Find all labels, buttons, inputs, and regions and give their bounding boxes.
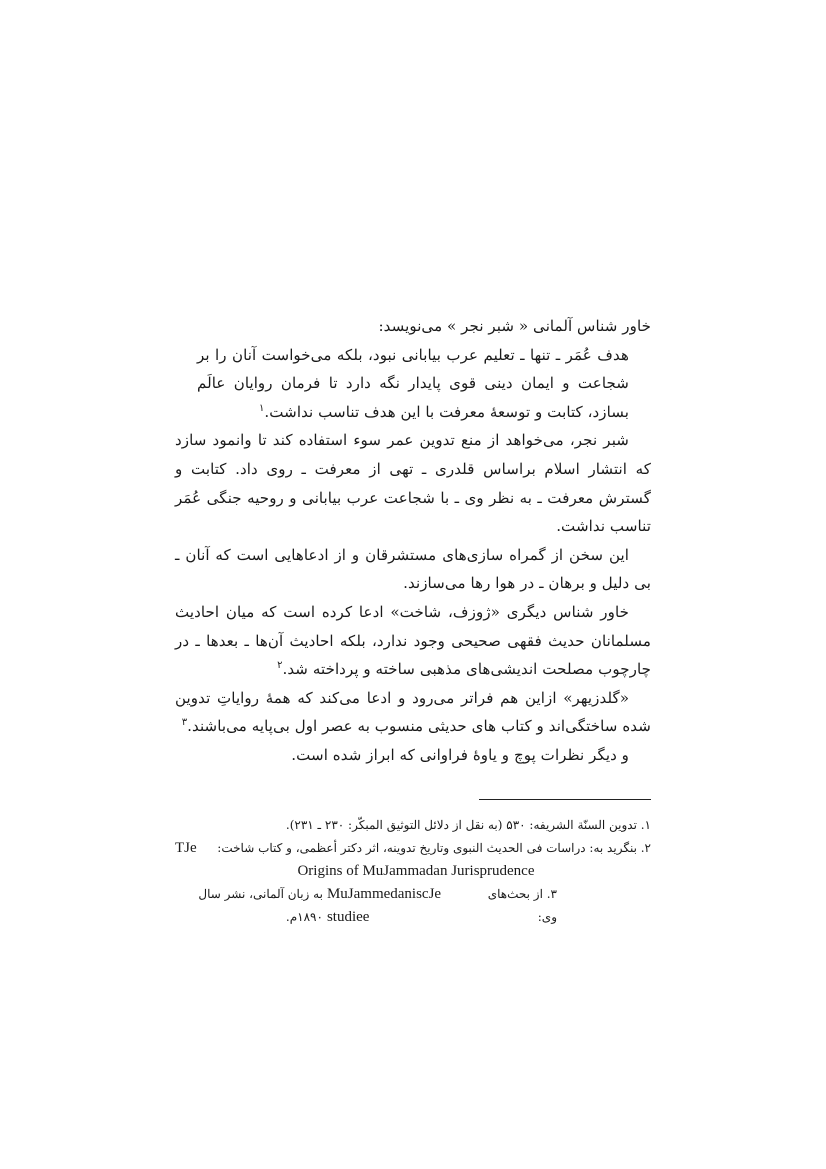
- paragraph-spengler: شبر نجر، می‌خواهد از منع تدوین عمر سوء استفاده کند تا وانمود سازد که انتشار اسلام براساس قلدری ـ تهی از معرفت ـ روی داد. کتابت و گسترش معرفت ـ به نظر وی ـ با شجاعت عرب بیابانی و روحیه جنگی عُمَر تناسب نداشت.: [175, 431, 651, 536]
- paragraph-orientalists: این سخن از گمراه سازی‌های مستشرقان و از ادعاهایی است که آنان ـ بی دلیل و برهان ـ در هوا رها می‌سازند.: [175, 545, 651, 593]
- quote-paragraph: [175, 341, 651, 427]
- footnote-3-latin: MuJammedaniscJe studiee: [326, 886, 442, 925]
- quote-text: هدف عُمَر ـ تنها ـ تعلیم عرب بیابانی نبود، بلکه می‌خواست آنان را بر شجاعت و ایمان دینی قوی پایدار نگه دارد تا فرمان روایان عالَم بسازد، کتابت و توسعهٔ معرفت با این هدف تناسب نداشت.: [197, 345, 629, 421]
- footnote-2: [175, 837, 651, 860]
- schacht-text: خاور شناس دیگری «ژوزف، شاخت» ادعا کرده است که میان احادیث مسلمانان حدیث فقهی صحیحی وجود ندارد، بلکه احادیث آن‌ها ـ بعدها ـ در چارچوب مصلحت اندیشی‌های مذهبی ساخته و پرداخته شد.: [175, 602, 651, 679]
- paragraph-closing: و دیگر نظرات پوچ و یاوهٔ فراوانی که ابراز شده است.: [291, 745, 629, 764]
- goldziher-text: «گلدزیهر» ازاین هم فراتر می‌رود و ادعا می‌کند که همهٔ روایاتِ تدوین شده ساختگی‌اند و کتاب های حدیثی منسوب به عصر اول بی‌پایه می‌باشند.: [175, 688, 651, 736]
- footnote-ref-1: ۱: [259, 402, 265, 414]
- body-text: [175, 312, 651, 770]
- footnote-3-pre: ۳. از بحث‌های وی:: [487, 887, 557, 924]
- footnote-1-text: ۱. تدوین السنّة الشریفه: ۵۳۰ (به نقل از دلائل التوثیق المبکّر: ۲۳۰ ـ ۲۳۱).: [285, 818, 651, 832]
- footnote-2-latin-a: TJe: [175, 840, 197, 856]
- paragraph-goldziher: [175, 684, 651, 741]
- footnote-ref-3: ۳: [181, 717, 188, 729]
- footnote-ref-2: ۲: [277, 660, 283, 672]
- footnote-3-post: به زبان آلمانی، نشر سال ۱۸۹۰م.: [198, 887, 323, 924]
- footnote-2-latin-line: [175, 860, 651, 883]
- footnote-3: [175, 883, 651, 929]
- footnote-2-latin-b: Origins of MuJammadan Jurisprudence: [297, 863, 535, 879]
- footnotes: [175, 814, 651, 929]
- footnote-2-text: ۲. بنگرید به: دراسات فی الحدیث النبوی وتاریخ تدوینه، اثر دکتر أعظمی، و کتاب شاخت:: [217, 841, 651, 855]
- footnote-1: [175, 814, 651, 837]
- paragraph-schacht: [175, 598, 651, 684]
- footnote-divider: [479, 799, 651, 800]
- paragraph-intro: خاور شناس آلمانی « شبر نجر » می‌نویسد:: [378, 317, 651, 335]
